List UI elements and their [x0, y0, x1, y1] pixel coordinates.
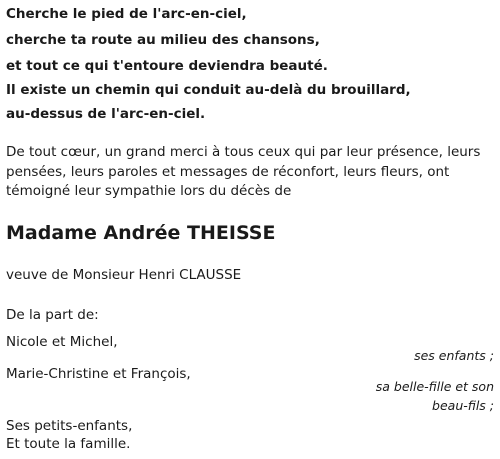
- widow-line: veuve de Monsieur Henri CLAUSSE: [6, 267, 242, 283]
- family-member-name: Nicole et Michel,: [6, 334, 118, 350]
- family-member-name: Marie-Christine et François,: [6, 366, 191, 382]
- poem-line: cherche ta route au milieu des chansons,: [6, 32, 320, 48]
- deceased-name: Madame Andrée THEISSE: [6, 222, 276, 244]
- poem-line: et tout ce qui t'entoure deviendra beauté.: [6, 58, 328, 74]
- family-relation: ses enfants ;: [414, 348, 494, 363]
- poem-line: Cherche le pied de l'arc-en-ciel,: [6, 6, 247, 22]
- family-relation: beau-fils ;: [432, 398, 494, 413]
- poem-line: Il existe un chemin qui conduit au-delà du brouillard,: [6, 82, 411, 98]
- closing-line: Et toute la famille.: [6, 436, 131, 452]
- thanks-paragraph: De tout cœur, un grand merci à tous ceux qui par leur présence, leurs pensées, leurs paroles et messages de réconfort, leurs fleurs, ont témoigné leur sympathie lors du décès de: [6, 144, 481, 199]
- poem-line: au-dessus de l'arc-en-ciel.: [6, 106, 206, 122]
- closing-line: Ses petits-enfants,: [6, 418, 133, 434]
- from-label: De la part de:: [6, 307, 99, 323]
- family-relation: sa belle-fille et son: [375, 379, 494, 394]
